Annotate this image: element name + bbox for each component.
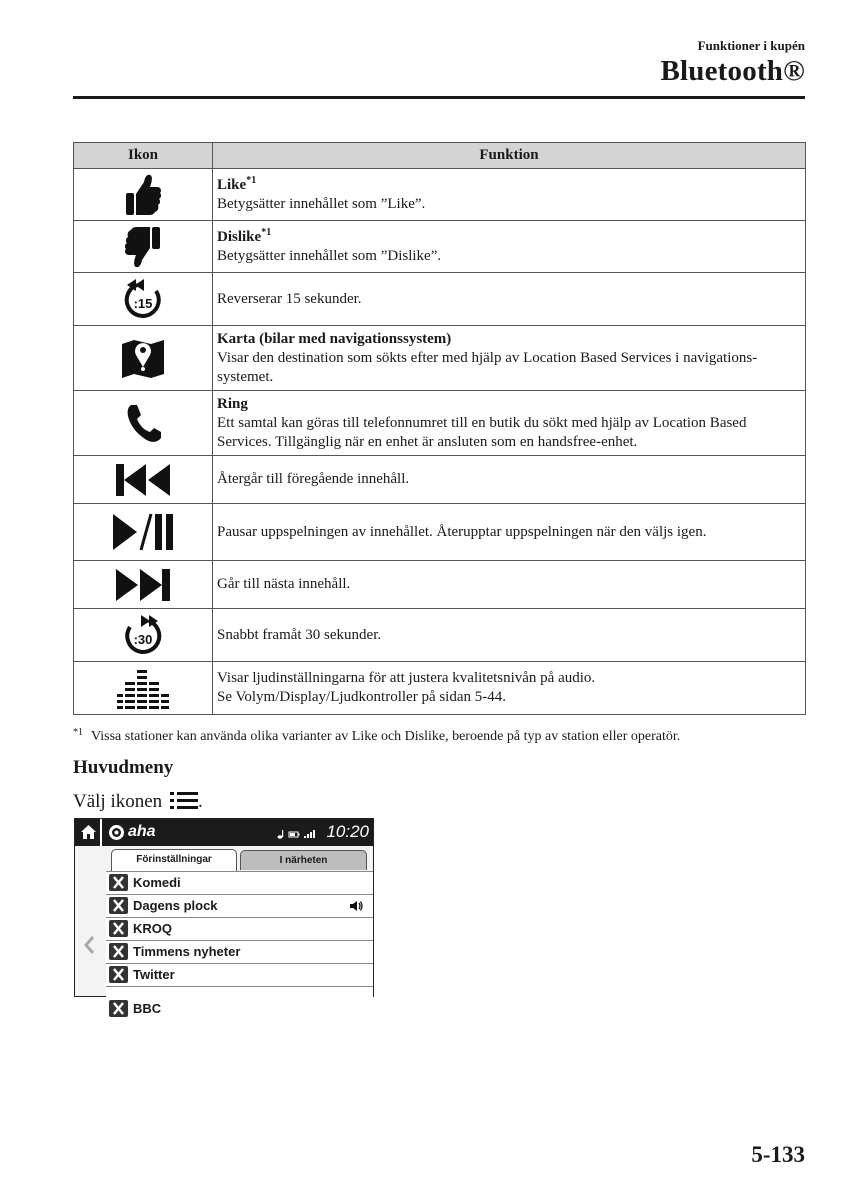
- table-row: [74, 456, 806, 504]
- row-description: Ett samtal kan göras till telefonnumret till en butik du sökt med hjälp av Location Based Services. Tillgänglig när en enhet är ansluten som en handsfree-enhet.: [217, 414, 747, 450]
- row-description: Visar den destination som sökts efter med hjälp av Location Based Services i navigations-systemet.: [217, 349, 758, 385]
- infotainment-screen: [74, 818, 374, 1016]
- battery-icon: [289, 832, 300, 837]
- table-row: [74, 169, 806, 221]
- footnote-mark: *1: [73, 727, 83, 738]
- list-item-label: Dagens plock: [133, 898, 218, 913]
- list-item[interactable]: [106, 963, 373, 986]
- status-icons: [276, 829, 320, 839]
- home-icon: [80, 824, 97, 840]
- close-icon: [109, 1000, 128, 1017]
- rewind-15-icon: [123, 277, 163, 321]
- app-name: aha: [128, 823, 156, 840]
- close-icon: [109, 920, 128, 937]
- menu-list-icon: [170, 792, 198, 809]
- aha-logo-icon: [108, 824, 125, 841]
- thumbs-down-icon: [123, 225, 163, 269]
- footnote-ref: *1: [246, 174, 257, 186]
- tab-bar: [105, 846, 373, 871]
- table-row: [74, 504, 806, 561]
- list-item-label: Timmens nyheter: [133, 944, 241, 959]
- list-item-label: KROQ: [133, 921, 172, 936]
- row-description: Pausar uppspelningen av innehållet. Återupptar uppspelningen när den väljs igen.: [217, 523, 707, 540]
- header-section: Funktioner i kupén: [697, 38, 805, 53]
- station-list: [106, 871, 373, 1016]
- status-bar: [75, 819, 373, 846]
- list-item-label: Twitter: [133, 967, 175, 982]
- list-item[interactable]: [106, 940, 373, 963]
- table-row: [74, 391, 806, 456]
- row-description: Går till nästa innehåll.: [217, 576, 351, 592]
- play-pause-icon: [111, 512, 175, 552]
- tab-nearby[interactable]: I närheten: [240, 850, 367, 870]
- speaker-icon: [350, 900, 363, 912]
- table-row: [74, 662, 806, 715]
- close-icon: [109, 874, 128, 891]
- svg-text::30: :30: [133, 632, 153, 647]
- row-name: Karta (bilar med navigationssystem): [217, 330, 452, 347]
- left-rail: [75, 846, 105, 996]
- list-item[interactable]: [106, 917, 373, 940]
- row-description: Snabbt framåt 30 sekunder.: [217, 626, 382, 643]
- section-heading: Huvudmeny: [73, 757, 174, 778]
- table-row: [74, 273, 806, 326]
- function-table: [73, 142, 806, 715]
- phone-icon: [123, 401, 163, 445]
- instruction-text: Välj ikonen: [73, 791, 167, 812]
- table-row: [74, 561, 806, 609]
- header-rule: [73, 96, 805, 99]
- table-row: [74, 326, 806, 391]
- tab-presets[interactable]: Förinställningar: [111, 849, 237, 871]
- skip-previous-icon: [114, 462, 172, 498]
- close-icon: [109, 966, 128, 983]
- instruction: [73, 791, 203, 813]
- row-description: Betygsätter innehållet som ”Like”.: [217, 195, 426, 212]
- row-description-reference: Se Volym/Display/Ljudkontroller på sidan 5-44.: [217, 689, 507, 705]
- thumbs-up-icon: [123, 173, 163, 217]
- signal-icon: [304, 830, 315, 838]
- close-icon: [109, 943, 128, 960]
- row-name: Like: [217, 176, 247, 193]
- svg-text::15: :15: [133, 296, 153, 311]
- footnote-ref: *1: [261, 226, 272, 238]
- chevron-left-icon[interactable]: [83, 935, 95, 955]
- close-icon: [109, 897, 128, 914]
- list-item[interactable]: [106, 894, 373, 917]
- row-description: Återgår till föregående innehåll.: [217, 471, 410, 487]
- row-name: Dislike: [217, 228, 262, 245]
- skip-next-icon: [114, 567, 172, 603]
- instruction-end: .: [197, 791, 203, 812]
- row-description: Visar ljudinställningarna för att justera kvalitetsnivån på audio.: [217, 670, 596, 686]
- page-title: Bluetooth®: [660, 55, 805, 87]
- table-row: [74, 609, 806, 662]
- home-button[interactable]: [75, 819, 102, 846]
- footnote-text: Vissa stationer kan använda olika varianter av Like och Dislike, beroende på typ av station eller operatör.: [91, 729, 681, 744]
- list-item[interactable]: [106, 871, 373, 894]
- list-item-label: BBC: [133, 1001, 162, 1016]
- row-description: Reverserar 15 sekunder.: [217, 290, 362, 307]
- table-header-row: [74, 143, 806, 169]
- footnote: [73, 727, 680, 745]
- forward-30-icon: [123, 613, 163, 657]
- column-header-function: Funktion: [213, 143, 806, 169]
- column-header-icon: Ikon: [74, 143, 213, 169]
- row-description: Betygsätter innehållet som ”Dislike”.: [217, 247, 442, 264]
- list-item-label: Komedi: [133, 875, 181, 890]
- page-number: 5-133: [751, 1142, 805, 1167]
- music-note-icon: [278, 830, 284, 839]
- equalizer-icon: [117, 666, 169, 710]
- clock: 10:20: [326, 822, 369, 841]
- row-name: Ring: [217, 395, 248, 412]
- list-item[interactable]: [106, 986, 373, 1016]
- table-row: [74, 221, 806, 273]
- map-pin-icon: [119, 336, 167, 380]
